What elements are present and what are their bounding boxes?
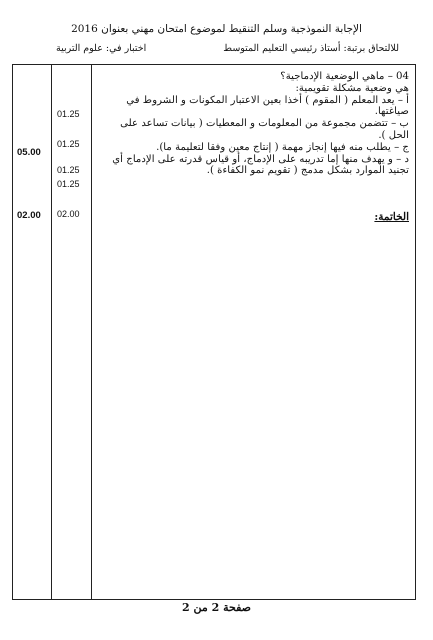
header-subline [24, 43, 409, 54]
rank-label: للالتحاق برتبة: أستاذ رئيسي التعليم المتوسط [223, 43, 399, 54]
item-score-b: 01.25 [57, 139, 80, 149]
intro-text: هي وضعية مشكلة تقويمية: [295, 82, 409, 94]
total-score-2: 02.00 [17, 210, 41, 221]
exam-label: اختبار في: علوم التربية [56, 43, 147, 54]
item-score-c: 01.25 [57, 165, 80, 175]
item-score-a: 01.25 [57, 109, 80, 119]
question-text: 04 – ماهي الوضعية الإدماجية؟ [280, 71, 409, 82]
answer-table [12, 64, 416, 600]
column-divider-2 [91, 65, 92, 599]
page-header [24, 22, 409, 54]
answer-item-c: ج – يطلب منه فيها إنجاز مهمة ( إنتاج معين وفقا لتعليمة ما). [156, 141, 409, 153]
item-score-e: 02.00 [57, 209, 80, 219]
document-title: الإجابة النموذجية وسلم التنقيط لموضوع امتحان مهني بعنوان 2016 [71, 23, 362, 35]
conclusion-heading: الخاتمة: [374, 211, 409, 223]
item-score-d: 01.25 [57, 179, 80, 189]
total-score-1: 05.00 [17, 147, 41, 158]
column-divider-1 [51, 65, 52, 599]
answer-item-d: د – و يهدف منها إما تدريبه على الإدماج، أو قياس قدرته على الإدماج أي تجنيد الموارد بشكل مدمج ( تقويم نمو الكفاءة ). [112, 153, 409, 177]
page-number: صفحة 2 من 2 [182, 601, 251, 614]
answer-item-a: أ – يعد المعلم ( المقوم ) أخذا بعين الاعتبار المكونات و الشروط في صياغتها. [126, 94, 409, 118]
answer-content [107, 71, 409, 177]
answer-item-b: ب – تتضمن مجموعة من المعلومات و المعطيات ( بيانات تساعد على الحل ). [120, 118, 409, 141]
